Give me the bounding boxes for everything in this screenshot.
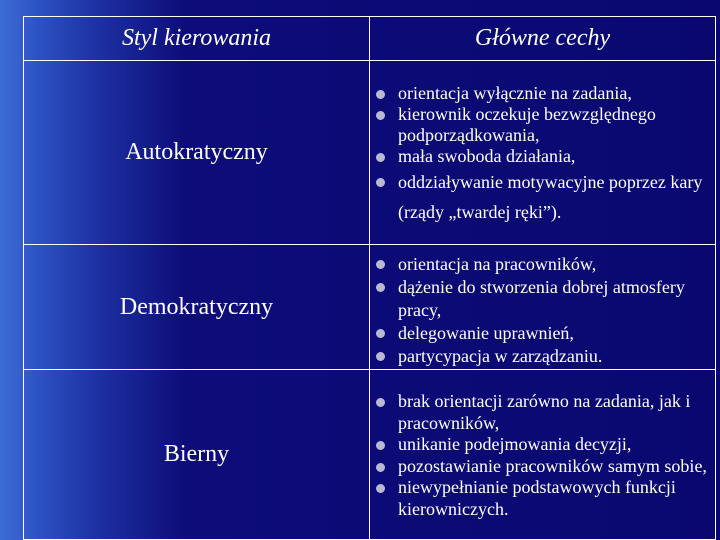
row-autocratic bbox=[24, 61, 716, 245]
list-item: orientacja na pracowników, bbox=[370, 253, 715, 276]
bullet-icon bbox=[376, 111, 385, 120]
list-item: niewypełnianie podstawowych funkcji kierowniczych. bbox=[370, 477, 715, 520]
list-item: orientacja wyłącznie na zadania, bbox=[370, 83, 715, 104]
traits-democratic bbox=[370, 245, 716, 370]
style-name-democratic: Demokratyczny bbox=[24, 245, 370, 370]
style-name-passive: Bierny bbox=[24, 370, 370, 540]
list-item: mała swoboda działania, bbox=[370, 146, 715, 167]
traits-passive bbox=[370, 370, 716, 540]
list-item: oddziaływanie motywacyjne poprzez kary (rządy „twardej ręki”). bbox=[370, 167, 715, 227]
bullet-icon bbox=[376, 441, 385, 450]
header-row bbox=[24, 17, 716, 61]
bullet-icon bbox=[376, 398, 385, 407]
bullet-icon bbox=[376, 352, 385, 361]
header-style: Styl kierowania bbox=[24, 17, 370, 61]
bullet-icon bbox=[376, 178, 385, 187]
style-name-autocratic: Autokratyczny bbox=[24, 61, 370, 245]
bullet-icon bbox=[376, 153, 385, 162]
traits-autocratic bbox=[370, 61, 716, 245]
row-democratic bbox=[24, 245, 716, 370]
list-item: partycypacja w zarządzaniu. bbox=[370, 345, 715, 368]
bullet-icon bbox=[376, 329, 385, 338]
bullet-icon bbox=[376, 484, 385, 493]
list-item: kierownik oczekuje bezwzględnego podporządkowania, bbox=[370, 104, 715, 146]
list-item: delegowanie uprawnień, bbox=[370, 322, 715, 345]
row-passive bbox=[24, 370, 716, 540]
bullet-icon bbox=[376, 463, 385, 472]
header-traits: Główne cechy bbox=[370, 17, 716, 61]
bullet-icon bbox=[376, 283, 385, 292]
list-item: unikanie podejmowania decyzji, bbox=[370, 434, 715, 456]
list-item: pozostawianie pracowników samym sobie, bbox=[370, 456, 715, 478]
list-item: brak orientacji zarówno na zadania, jak i pracowników, bbox=[370, 391, 715, 434]
bullet-icon bbox=[376, 90, 385, 99]
leadership-styles-table bbox=[23, 16, 716, 540]
list-item: dążenie do stworzenia dobrej atmosfery pracy, bbox=[370, 276, 715, 322]
bullet-icon bbox=[376, 260, 385, 269]
